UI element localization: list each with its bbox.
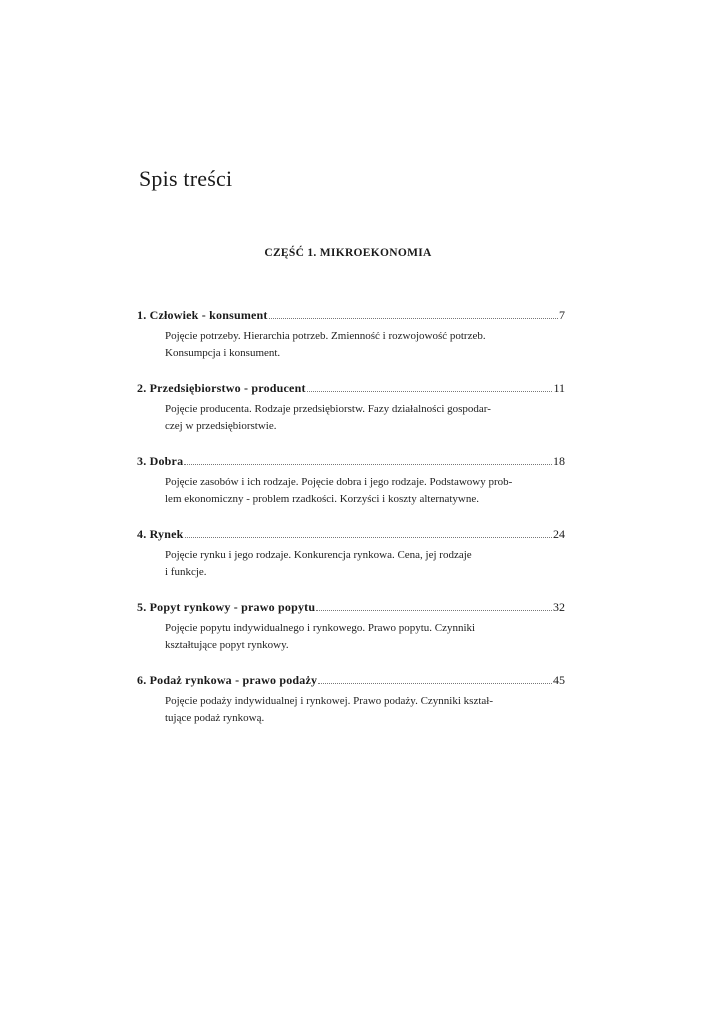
toc-description-line: tujące podaż rynkową. (165, 712, 265, 724)
toc-entry-line[interactable] (137, 307, 565, 323)
toc-entry-heading (137, 453, 183, 469)
toc-entry-heading (137, 526, 184, 542)
toc-entry-number: 4. (137, 527, 147, 541)
toc-entry-line[interactable] (137, 672, 565, 688)
dot-leader (185, 536, 552, 538)
toc-description-line: i funkcje. (165, 566, 207, 578)
toc-entry (137, 672, 565, 724)
dot-leader (316, 609, 552, 611)
toc-description-line: kształtujące popyt rynkowy. (165, 639, 289, 651)
toc-entry-description (165, 620, 531, 654)
toc-entry-page: 45 (553, 673, 565, 687)
dot-leader (184, 463, 552, 465)
dot-leader (269, 317, 558, 319)
table-of-contents (137, 307, 565, 745)
toc-entry-heading (137, 599, 315, 615)
toc-entry-line[interactable] (137, 380, 565, 396)
toc-entry-number: 5. (137, 600, 147, 614)
toc-entry-line[interactable] (137, 599, 565, 615)
toc-entry-title: Przedsiębiorstwo - producent (149, 381, 306, 395)
toc-entry-number: 2. (137, 381, 147, 395)
toc-entry-page: 18 (553, 454, 565, 468)
toc-entry-page: 7 (559, 308, 565, 322)
toc-entry-heading (137, 380, 306, 396)
toc-entry-description (165, 474, 531, 508)
toc-description-line: Pojęcie rynku i jego rodzaje. Konkurencja rynkowa. Cena, jej rodzaje (165, 549, 472, 561)
toc-entry (137, 380, 565, 432)
toc-entry-title: Popyt rynkowy - prawo popytu (149, 600, 316, 614)
toc-entry (137, 526, 565, 578)
part-heading: CZĘŚĆ 1. MIKROEKONOMIA (264, 247, 432, 259)
toc-entry-description (165, 401, 531, 435)
toc-description-line: Pojęcie zasobów i ich rodzaje. Pojęcie dobra i jego rodzaje. Podstawowy prob- (165, 476, 513, 488)
page-title: Spis treści (139, 166, 233, 191)
toc-entry-title: Dobra (149, 454, 184, 468)
toc-description-line: Pojęcie potrzeby. Hierarchia potrzeb. Zmienność i rozwojowość potrzeb. (165, 330, 486, 342)
toc-entry-description (165, 547, 531, 581)
toc-entry-page: 11 (553, 381, 565, 395)
toc-entry (137, 599, 565, 651)
toc-entry-description (165, 693, 531, 727)
toc-entry-page: 32 (553, 600, 565, 614)
toc-entry (137, 453, 565, 505)
toc-entry-heading (137, 672, 317, 688)
toc-entry-line[interactable] (137, 453, 565, 469)
toc-description-line: Konsumpcja i konsument. (165, 347, 281, 359)
toc-entry-page: 24 (553, 527, 565, 541)
toc-description-line: czej w przedsiębiorstwie. (165, 420, 277, 432)
dot-leader (307, 390, 553, 392)
toc-entry-number: 3. (137, 454, 147, 468)
toc-entry-description (165, 328, 531, 362)
toc-entry-title: Podaż rynkowa - prawo podaży (149, 673, 318, 687)
dot-leader (318, 682, 552, 684)
toc-entry-title: Człowiek - konsument (149, 308, 268, 322)
toc-entry-number: 1. (137, 308, 147, 322)
toc-entry (137, 307, 565, 359)
toc-description-line: lem ekonomiczny - problem rzadkości. Korzyści i koszty alternatywne. (165, 493, 480, 505)
toc-description-line: Pojęcie popytu indywidualnego i rynkowego. Prawo popytu. Czynniki (165, 622, 476, 634)
toc-entry-line[interactable] (137, 526, 565, 542)
toc-entry-number: 6. (137, 673, 147, 687)
toc-entry-title: Rynek (149, 527, 184, 541)
toc-entry-heading (137, 307, 268, 323)
toc-description-line: Pojęcie podaży indywidualnej i rynkowej. Prawo podaży. Czynniki kształ- (165, 695, 493, 707)
toc-description-line: Pojęcie producenta. Rodzaje przedsiębiorstw. Fazy działalności gospodar- (165, 403, 491, 415)
